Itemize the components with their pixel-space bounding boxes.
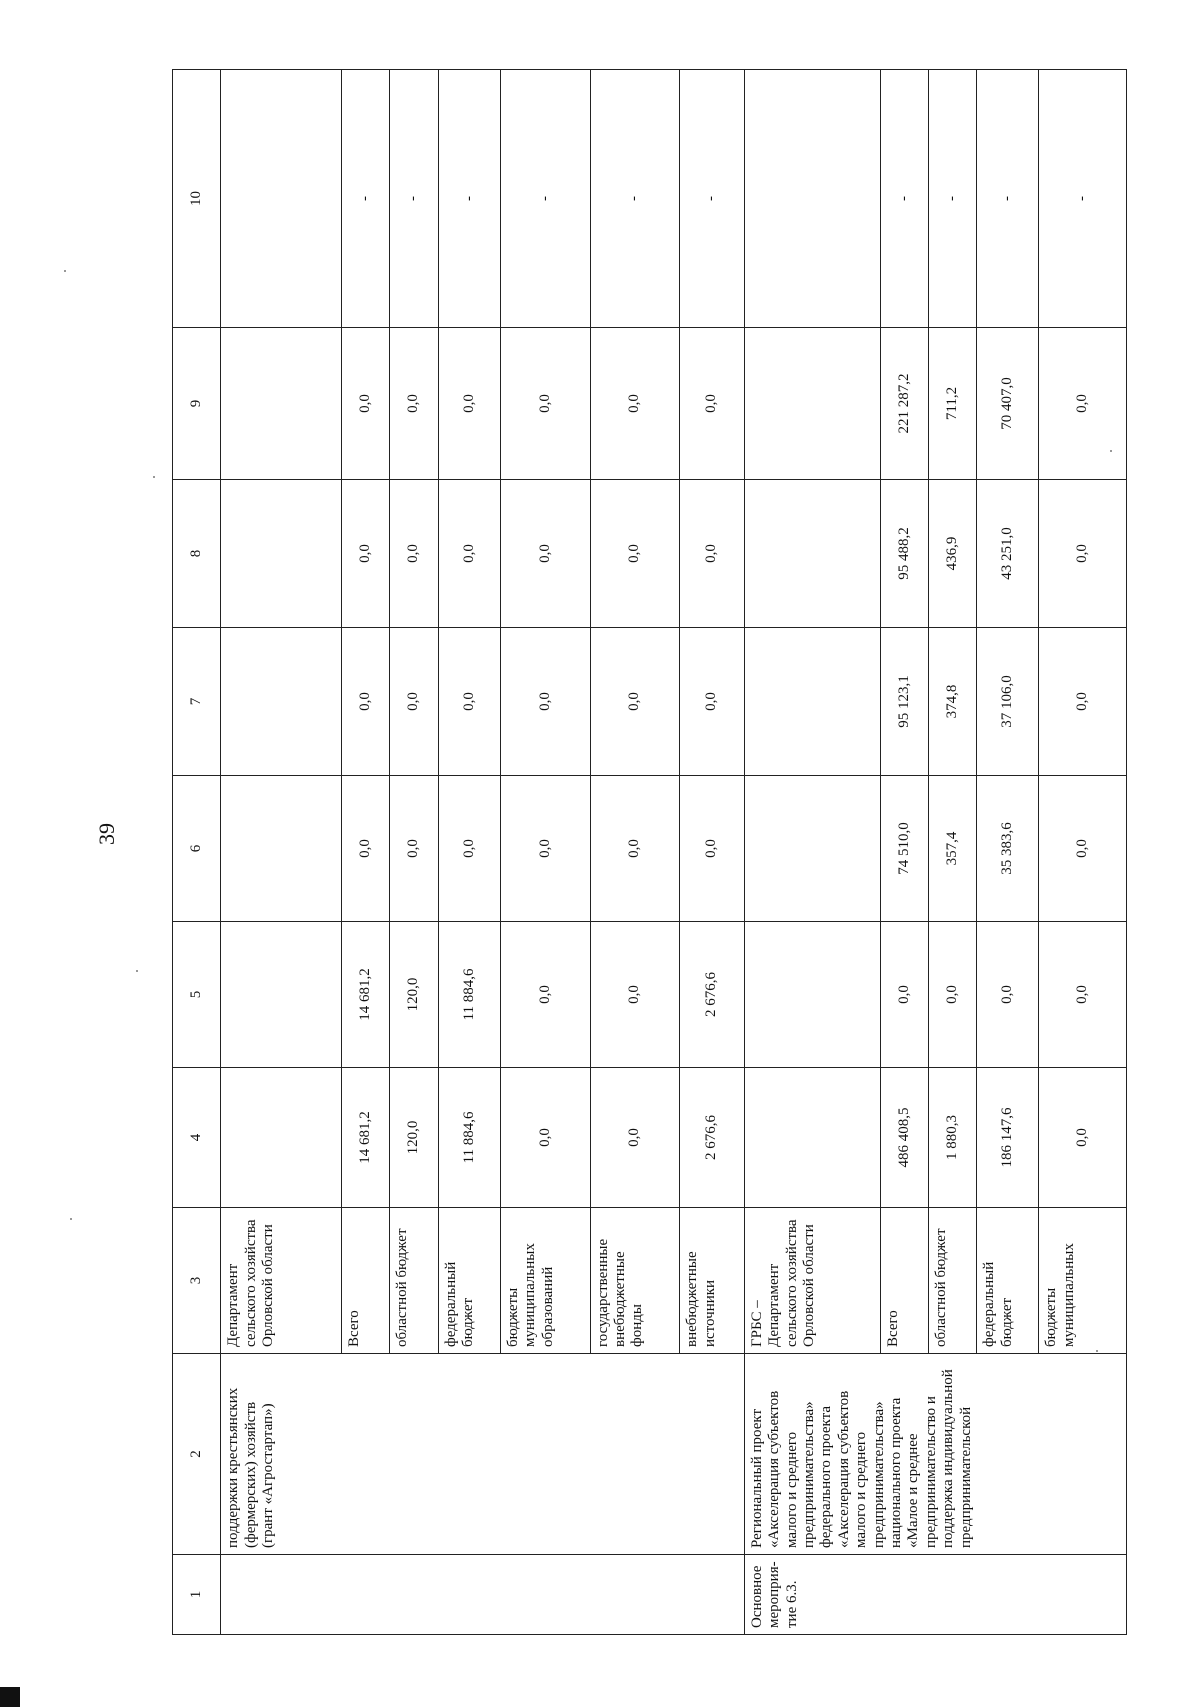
value-cell-c5: 14 681,2	[342, 922, 390, 1068]
value-cell-c4: 120,0	[390, 1068, 438, 1208]
value-cell-c7: 0,0	[590, 628, 680, 776]
value-cell-c10: -	[390, 70, 438, 328]
value-cell-c9: 221 287,2	[880, 328, 928, 480]
value-cell-c8: 0,0	[390, 480, 438, 628]
value-cell-c4: 1 880,3	[929, 1068, 977, 1208]
scan-speck	[1096, 1350, 1098, 1352]
value-cell-c4: 486 408,5	[880, 1068, 928, 1208]
column-number: 3	[173, 1208, 221, 1354]
value-cell-c5: 0,0	[977, 922, 1039, 1068]
value-cell-c5: 0,0	[590, 922, 680, 1068]
value-cell-c6	[221, 776, 342, 922]
value-cell-c8	[221, 480, 342, 628]
column-number-row	[173, 70, 221, 1635]
value-cell-c10: -	[438, 70, 500, 328]
value-cell-c5: 120,0	[390, 922, 438, 1068]
value-cell-c9: 0,0	[390, 328, 438, 480]
value-cell-c8: 95 488,2	[880, 480, 928, 628]
value-cell-c5: 0,0	[500, 922, 590, 1068]
corner-scan-mark	[0, 1687, 20, 1707]
value-cell-c5: 11 884,6	[438, 922, 500, 1068]
value-cell-c6: 0,0	[438, 776, 500, 922]
value-cell-c10: -	[500, 70, 590, 328]
table-rotated-wrapper	[172, 70, 1127, 1635]
value-cell-c7: 0,0	[680, 628, 744, 776]
value-cell-c10	[744, 70, 880, 328]
column-number: 2	[173, 1354, 221, 1555]
value-cell-c4: 0,0	[500, 1068, 590, 1208]
value-cell-c10: -	[977, 70, 1039, 328]
value-cell-c6: 35 383,6	[977, 776, 1039, 922]
value-cell-c9: 0,0	[500, 328, 590, 480]
value-cell-c8: 0,0	[500, 480, 590, 628]
value-cell-c4: 0,0	[590, 1068, 680, 1208]
value-cell-c10: -	[929, 70, 977, 328]
value-cell-c6: 0,0	[1039, 776, 1127, 922]
funding-source-cell: федеральный бюджет	[438, 1208, 500, 1354]
value-cell-c5	[744, 922, 880, 1068]
value-cell-c5: 0,0	[1039, 922, 1127, 1068]
funding-source-cell: ГРБС – Департамент сельского хозяйства Орловской области	[744, 1208, 880, 1354]
column-number: 5	[173, 922, 221, 1068]
value-cell-c4: 2 676,6	[680, 1068, 744, 1208]
scan-speck	[136, 970, 138, 972]
value-cell-c7: 0,0	[1039, 628, 1127, 776]
funding-source-cell: государственные внебюджетные фонды	[590, 1208, 680, 1354]
value-cell-c4	[221, 1068, 342, 1208]
funding-source-cell: внебюджетные источники	[680, 1208, 744, 1354]
value-cell-c6: 0,0	[590, 776, 680, 922]
value-cell-c8: 0,0	[438, 480, 500, 628]
column-number: 6	[173, 776, 221, 922]
value-cell-c8: 43 251,0	[977, 480, 1039, 628]
value-cell-c7	[221, 628, 342, 776]
page-number: 39	[94, 823, 119, 845]
value-cell-c7: 0,0	[342, 628, 390, 776]
value-cell-c10: -	[1039, 70, 1127, 328]
scan-speck	[70, 1218, 72, 1220]
value-cell-c5	[221, 922, 342, 1068]
value-cell-c9: 0,0	[1039, 328, 1127, 480]
value-cell-c9: 0,0	[438, 328, 500, 480]
measure-cell	[221, 1555, 745, 1635]
column-number: 7	[173, 628, 221, 776]
scan-speck	[64, 270, 66, 272]
value-cell-c5: 2 676,6	[680, 922, 744, 1068]
value-cell-c8: 436,9	[929, 480, 977, 628]
column-number: 4	[173, 1068, 221, 1208]
value-cell-c9	[221, 328, 342, 480]
value-cell-c4: 0,0	[1039, 1068, 1127, 1208]
value-cell-c7: 0,0	[390, 628, 438, 776]
column-number: 8	[173, 480, 221, 628]
column-number: 1	[173, 1555, 221, 1635]
value-cell-c8	[744, 480, 880, 628]
value-cell-c6: 0,0	[342, 776, 390, 922]
value-cell-c7: 37 106,0	[977, 628, 1039, 776]
value-cell-c7: 95 123,1	[880, 628, 928, 776]
table-row	[744, 70, 880, 1635]
funding-source-cell: Департамент сельского хозяйства Орловской области	[221, 1208, 342, 1354]
value-cell-c10: -	[342, 70, 390, 328]
measure-cell: Основное мероприя-тие 6.3.	[744, 1555, 1126, 1635]
value-cell-c7: 0,0	[438, 628, 500, 776]
value-cell-c5: 0,0	[880, 922, 928, 1068]
budget-table	[172, 69, 1127, 1635]
value-cell-c9: 0,0	[680, 328, 744, 480]
value-cell-c5: 0,0	[929, 922, 977, 1068]
value-cell-c8: 0,0	[342, 480, 390, 628]
value-cell-c10: -	[590, 70, 680, 328]
value-cell-c8: 0,0	[1039, 480, 1127, 628]
value-cell-c6: 0,0	[500, 776, 590, 922]
value-cell-c10: -	[680, 70, 744, 328]
funding-source-cell: бюджеты муниципальных	[1039, 1208, 1127, 1354]
value-cell-c6: 74 510,0	[880, 776, 928, 922]
scan-speck	[1110, 450, 1112, 452]
value-cell-c9: 0,0	[590, 328, 680, 480]
scan-speck	[153, 476, 155, 478]
column-number: 10	[173, 70, 221, 328]
project-cell: Региональный проект «Акселерация субъектов малого и среднего предпринимательства» федерального проекта «Акселерация субъектов малого и среднего предпринимательства» национального проекта «Малое и среднее предпринимательство и поддержка индивидуальной предпринимательской	[744, 1354, 1126, 1555]
funding-source-cell: Всего	[342, 1208, 390, 1354]
value-cell-c4	[744, 1068, 880, 1208]
value-cell-c9	[744, 328, 880, 480]
value-cell-c8: 0,0	[590, 480, 680, 628]
value-cell-c9: 711,2	[929, 328, 977, 480]
value-cell-c10	[221, 70, 342, 328]
funding-source-cell: областной бюджет	[929, 1208, 977, 1354]
funding-source-cell: областной бюджет	[390, 1208, 438, 1354]
funding-source-cell: федеральный бюджет	[977, 1208, 1039, 1354]
value-cell-c7: 0,0	[500, 628, 590, 776]
value-cell-c6	[744, 776, 880, 922]
value-cell-c4: 186 147,6	[977, 1068, 1039, 1208]
value-cell-c7: 374,8	[929, 628, 977, 776]
value-cell-c8: 0,0	[680, 480, 744, 628]
value-cell-c10: -	[880, 70, 928, 328]
value-cell-c6: 357,4	[929, 776, 977, 922]
funding-source-cell: бюджеты муниципальных образований	[500, 1208, 590, 1354]
project-cell: поддержки крестьянских (фермерских) хозяйств (грант «Агростартап»)	[221, 1354, 745, 1555]
column-number: 9	[173, 328, 221, 480]
value-cell-c9: 0,0	[342, 328, 390, 480]
value-cell-c7	[744, 628, 880, 776]
funding-source-cell: Всего	[880, 1208, 928, 1354]
value-cell-c6: 0,0	[680, 776, 744, 922]
table-row	[221, 70, 342, 1635]
value-cell-c6: 0,0	[390, 776, 438, 922]
value-cell-c4: 11 884,6	[438, 1068, 500, 1208]
value-cell-c4: 14 681,2	[342, 1068, 390, 1208]
value-cell-c9: 70 407,0	[977, 328, 1039, 480]
